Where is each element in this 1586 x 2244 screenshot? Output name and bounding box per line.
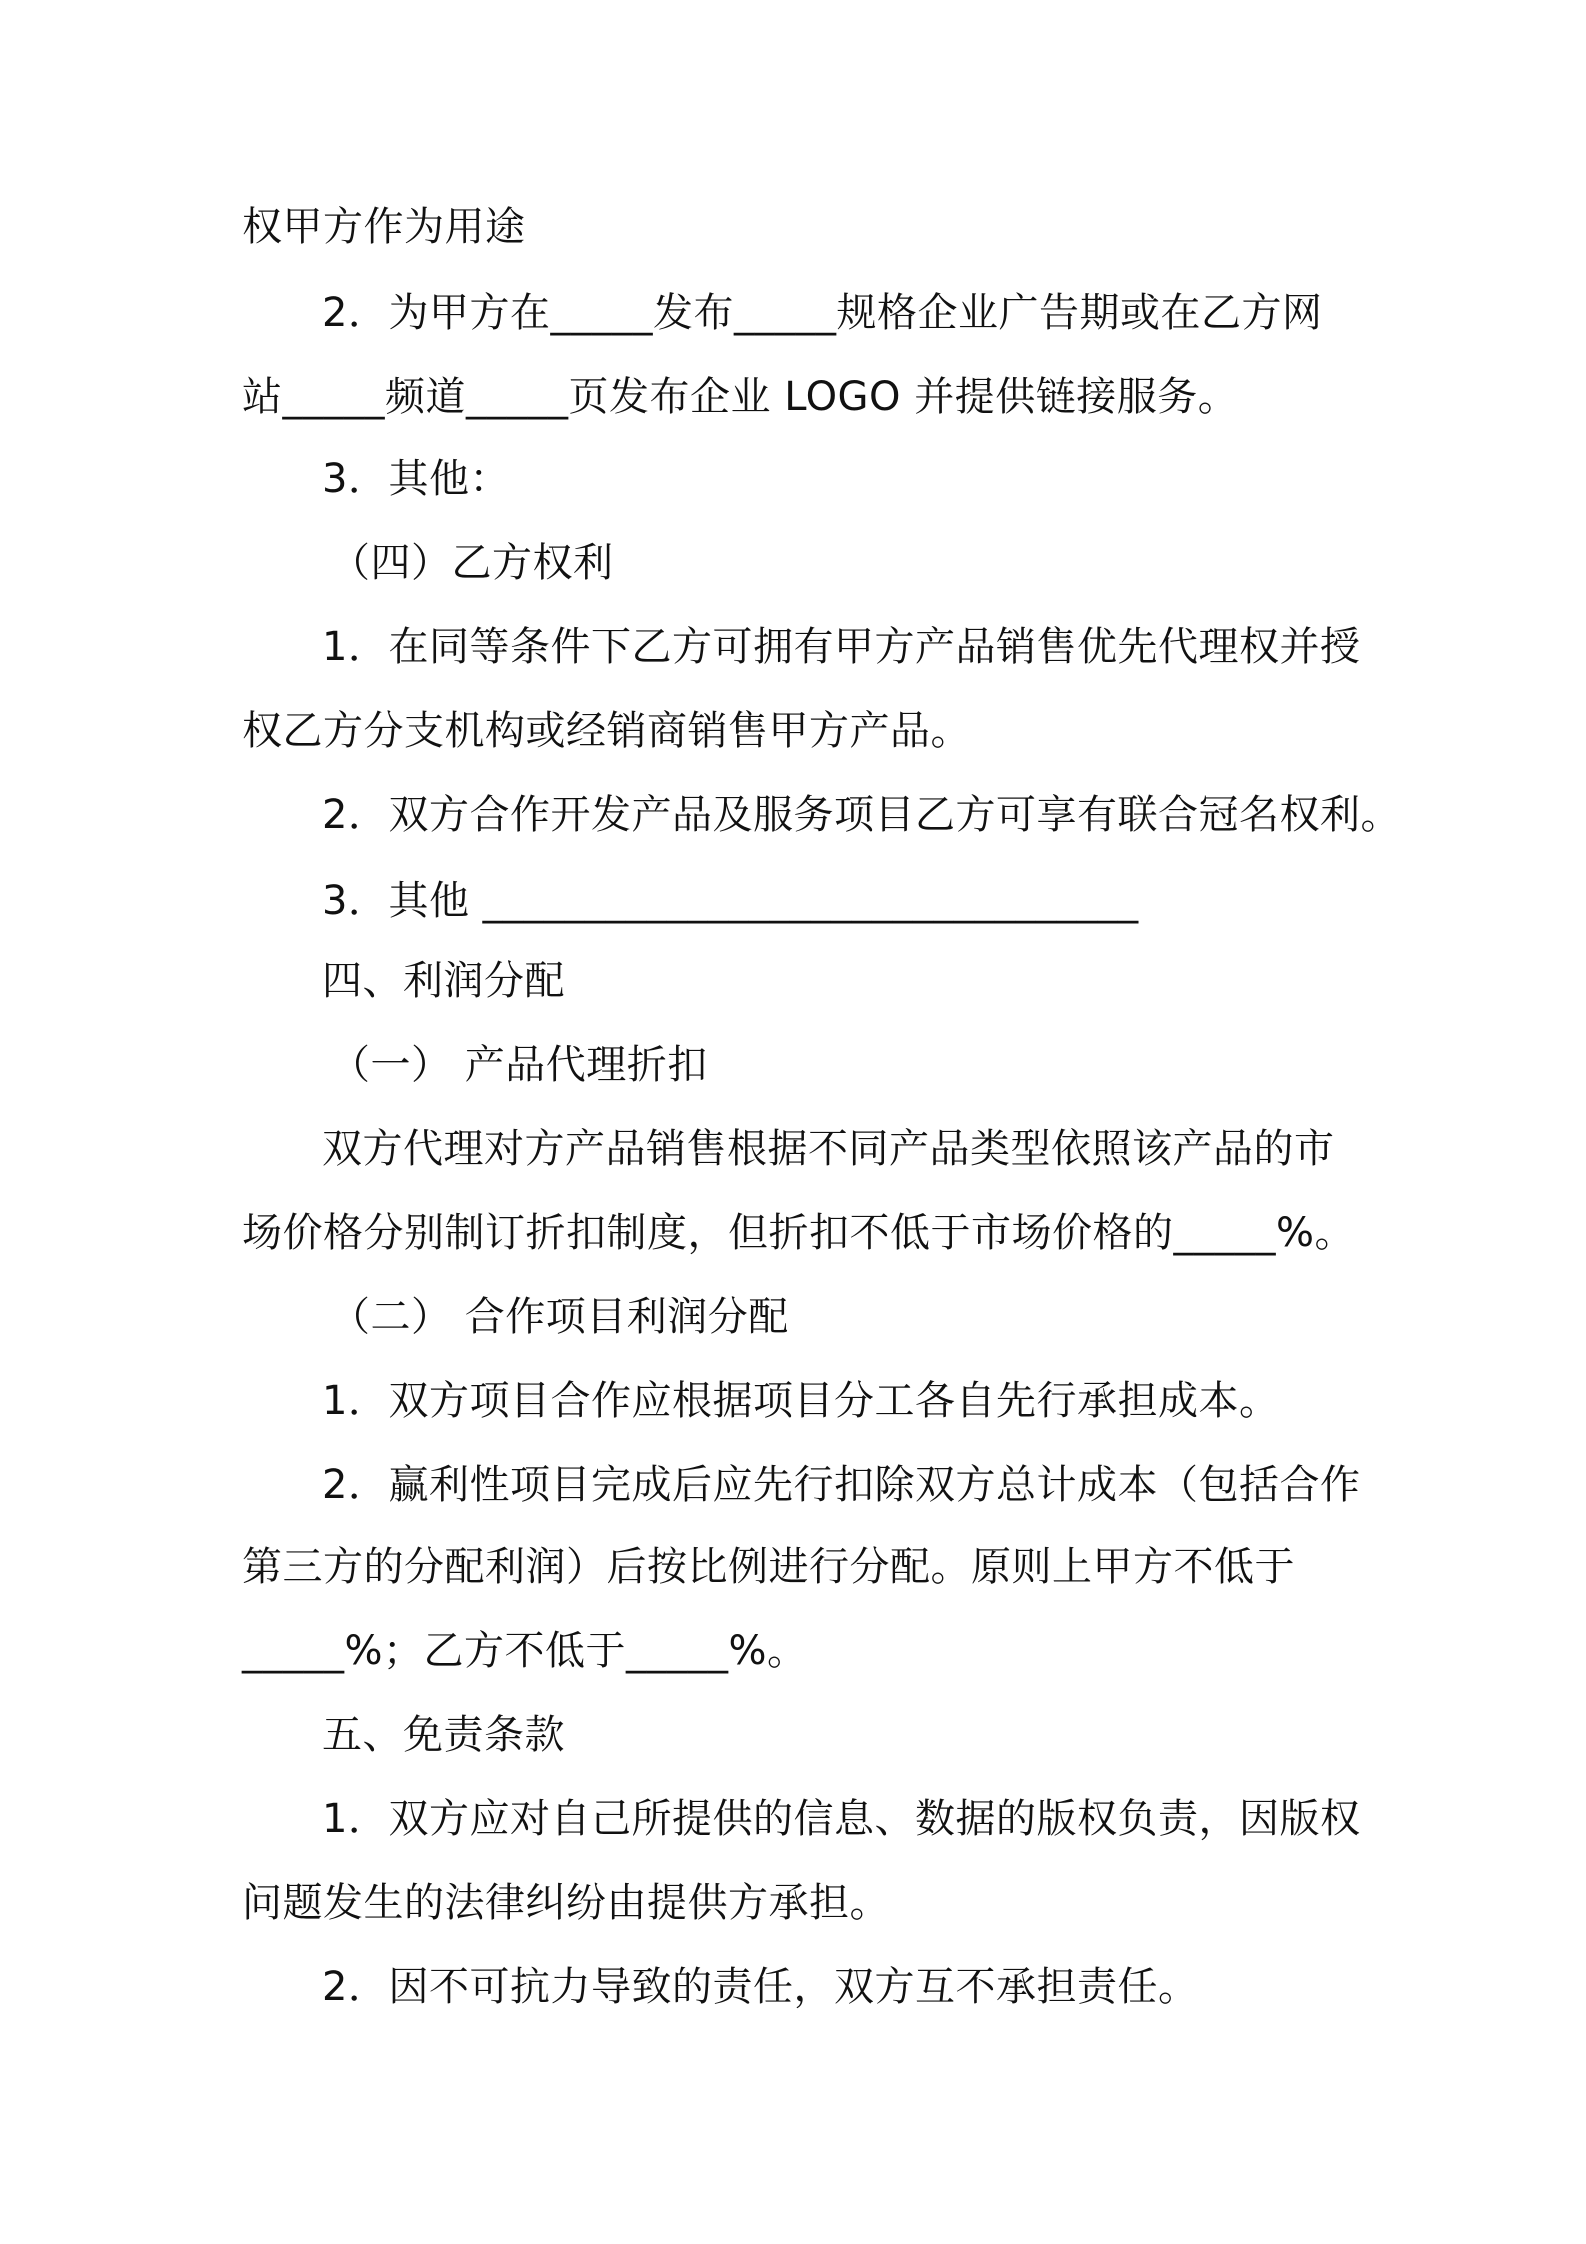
- text-line: 场价格分别制订折扣制度，但折扣不低于市场价格的_____%。: [242, 1210, 1356, 1256]
- text-line: 1．双方项目合作应根据项目分工各自先行承担成本。: [322, 1378, 1280, 1424]
- text-line: 2．因不可抗力导致的责任，双方互不承担责任。: [322, 1964, 1199, 2010]
- section-heading: 四、利润分配: [322, 958, 565, 1004]
- text-line: 站_____频道_____页发布企业 LOGO 并提供链接服务。: [242, 374, 1239, 420]
- text-line: 2．赢利性项目完成后应先行扣除双方总计成本（包括合作: [322, 1462, 1361, 1508]
- text-line: 第三方的分配利润）后按比例进行分配。原则上甲方不低于: [242, 1544, 1295, 1590]
- text-line: 1．在同等条件下乙方可拥有甲方产品销售优先代理权并授: [322, 624, 1361, 670]
- text-line: 权甲方作为用途: [242, 204, 526, 250]
- text-line: 2．双方合作开发产品及服务项目乙方可享有联合冠名权利。: [322, 792, 1401, 838]
- section-heading: （二） 合作项目利润分配: [330, 1294, 789, 1340]
- section-heading: （四）乙方权利: [330, 540, 614, 586]
- section-heading: 五、免责条款: [322, 1712, 565, 1758]
- text-line: _____%；乙方不低于_____%。: [242, 1628, 808, 1674]
- text-line: 2．为甲方在_____发布_____规格企业广告期或在乙方网: [322, 290, 1323, 336]
- text-line: 问题发生的法律纠纷由提供方承担。: [242, 1880, 890, 1926]
- text-line: 3．其他 ________________________________: [322, 878, 1139, 924]
- text-line: 权乙方分支机构或经销商销售甲方产品。: [242, 708, 971, 754]
- text-line: 1．双方应对自己所提供的信息、数据的版权负责，因版权: [322, 1796, 1361, 1842]
- text-line: 3．其他：: [322, 456, 510, 502]
- text-line: 双方代理对方产品销售根据不同产品类型依照该产品的市: [322, 1126, 1335, 1172]
- section-heading: （一） 产品代理折扣: [330, 1042, 708, 1088]
